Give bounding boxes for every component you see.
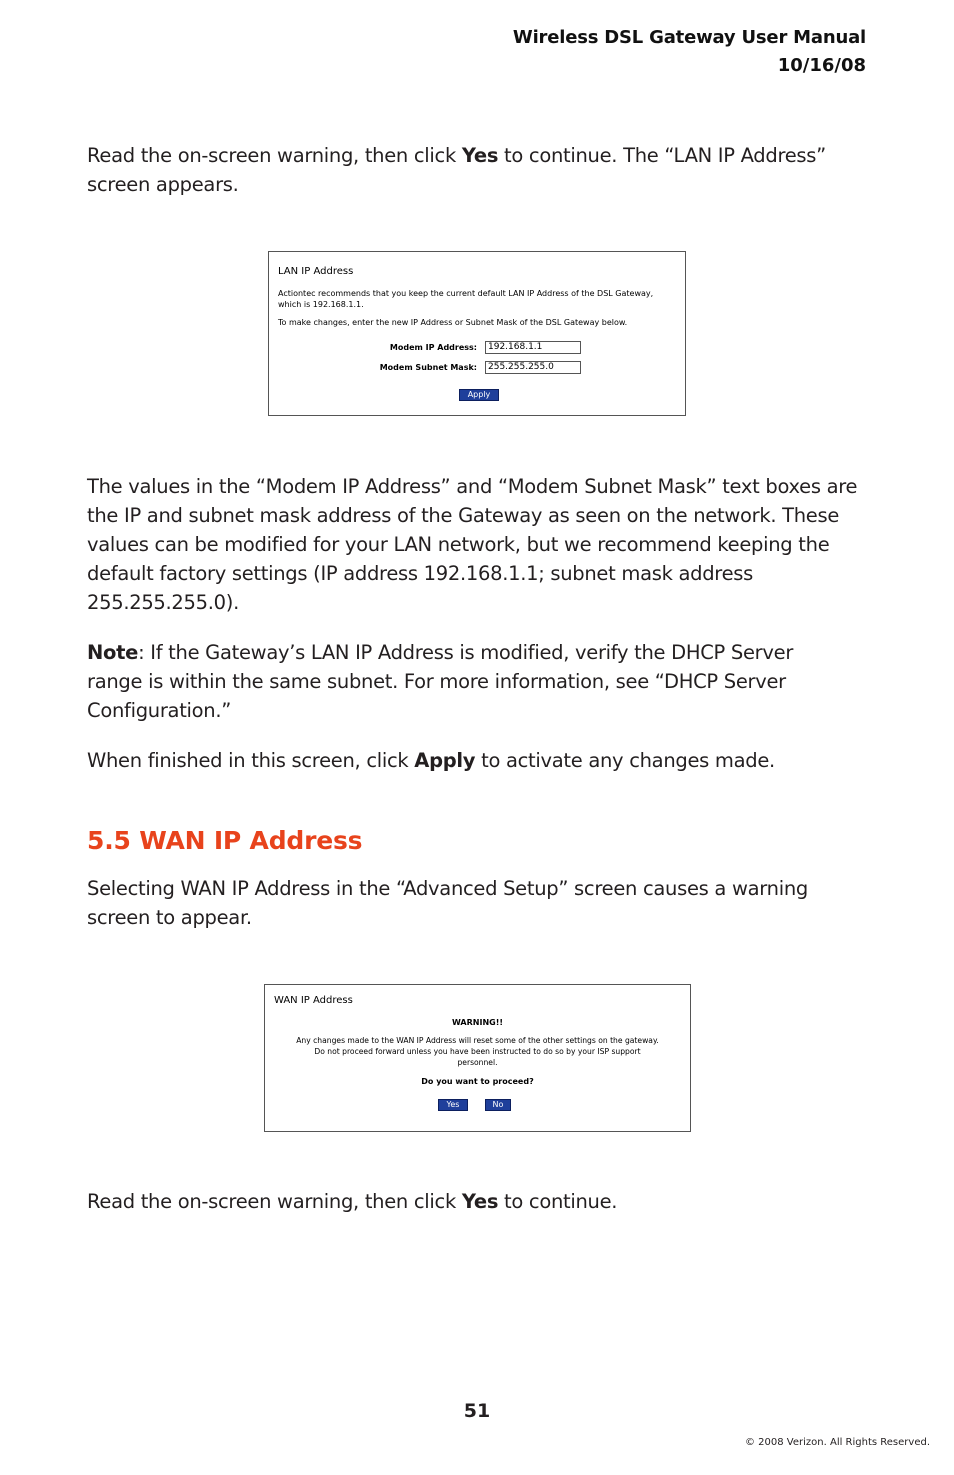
- lan-screen-text-2: which is 192.168.1.1.: [278, 300, 364, 309]
- wan-warning-text: WARNING!!: [451, 1018, 504, 1027]
- paragraph-intro: Read the on-screen warning, then click Yes to continue. The “LAN IP Address” screen appears.: [87, 144, 826, 196]
- lan-screen-text-3: To make changes, enter the new IP Address or Subnet Mask of the DSL Gateway below.: [278, 318, 628, 327]
- modem-subnet-label: Modem Subnet Mask:: [379, 363, 477, 372]
- wan-screen-title: WAN IP Address: [274, 995, 353, 1006]
- lan-ip-screenshot: [268, 251, 686, 416]
- paragraph-note: Note: If the Gateway’s LAN IP Address is modified, verify the DHCP Server range is within the same subnet. For more information, see “DHCP Server Configuration.”: [87, 641, 794, 722]
- paragraph-modem-values: The values in the “Modem IP Address” and “Modem Subnet Mask” text boxes are the IP and subnet mask address of the Gateway as seen on the network. These values can be modified for your LAN network, but we recommend keeping the default factory settings (IP address 192.168.1.1; subnet mask address 255.255.255.0).: [87, 475, 858, 614]
- paragraph-apply: When finished in this screen, click Apply to activate any changes made.: [87, 749, 775, 772]
- paragraph-continue: Read the on-screen warning, then click Yes to continue.: [87, 1190, 618, 1213]
- copyright: © 2008 Verizon. All Rights Reserved.: [745, 1437, 930, 1448]
- section-heading: 5.5 WAN IP Address: [87, 826, 363, 855]
- wan-question: Do you want to proceed?: [421, 1077, 534, 1086]
- no-button[interactable]: No: [485, 1099, 511, 1111]
- wan-screen-text-1: Any changes made to the WAN IP Address will reset some of the other settings on the gateway.: [296, 1036, 659, 1045]
- modem-ip-label: Modem IP Address:: [389, 343, 477, 352]
- modem-subnet-input[interactable]: 255.255.255.0: [485, 361, 581, 374]
- page-number: 51: [463, 1400, 491, 1422]
- modem-ip-input[interactable]: 192.168.1.1: [485, 341, 581, 354]
- wan-screen-text-2: Do not proceed forward unless you have been instructed to do so by your ISP support: [314, 1047, 641, 1056]
- apply-button[interactable]: Apply: [459, 389, 499, 401]
- manual-date: 10/16/08: [777, 55, 866, 76]
- manual-title: Wireless DSL Gateway User Manual: [512, 27, 866, 48]
- paragraph-wan-intro: Selecting WAN IP Address in the “Advanced Setup” screen causes a warning screen to appear.: [87, 877, 808, 929]
- wan-screen-text-3: personnel.: [457, 1058, 498, 1067]
- yes-button[interactable]: Yes: [438, 1099, 468, 1111]
- lan-screen-text-1: Actiontec recommends that you keep the current default LAN IP Address of the DSL Gateway,: [278, 289, 654, 298]
- wan-ip-screenshot: [264, 984, 691, 1132]
- lan-screen-title: LAN IP Address: [278, 266, 354, 277]
